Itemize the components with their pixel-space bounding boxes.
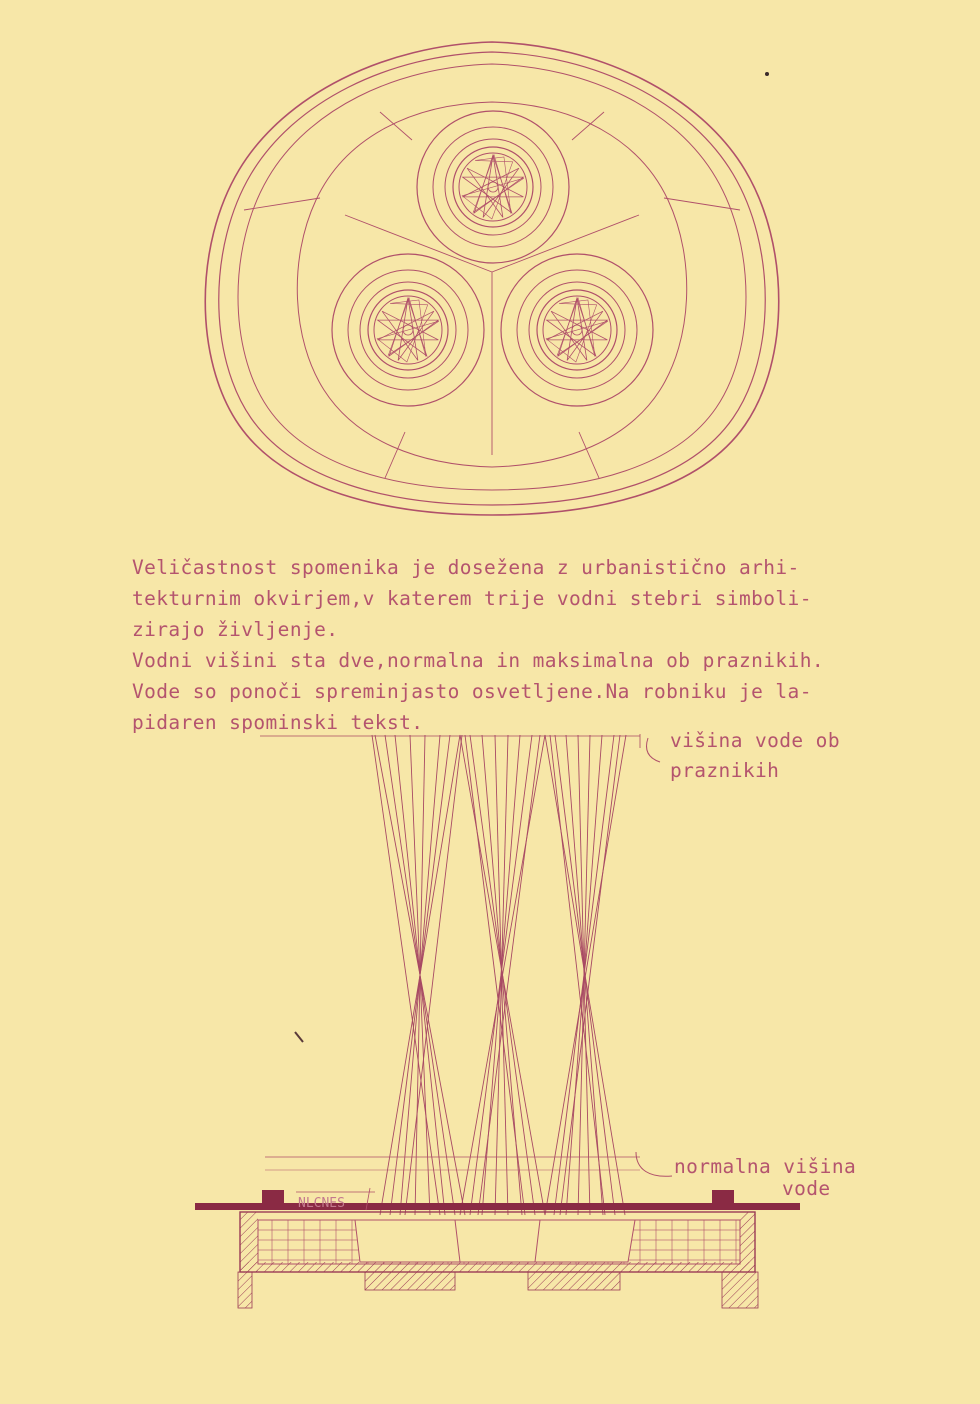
ink-dot <box>765 72 769 76</box>
basin-inscription: NLCNES <box>298 1196 345 1211</box>
description-line-2: tekturnim okvirjem,v katerem trije vodni stebri simboli- <box>132 587 812 610</box>
holiday-level-label-1: višina vode ob <box>670 729 840 752</box>
description-line-3: zirajo življenje. <box>132 618 339 641</box>
description-line-5: Vode so ponoči spreminjasto osvetljene.Na robniku je la- <box>132 680 812 703</box>
water-columns <box>260 734 640 1215</box>
description-line-6: pidaren spominski tekst. <box>132 711 424 734</box>
holiday-level-label-2: praznikih <box>670 759 780 782</box>
description-line-4: Vodni višini sta dve,normalna in maksimalna ob praznikih. <box>132 649 824 672</box>
description-paragraph <box>132 552 852 738</box>
normal-level-label-2: vode <box>782 1177 831 1200</box>
description-line-1: Veličastnost spomenika je dosežena z urbanistično arhi- <box>132 556 800 579</box>
basin-section <box>195 1188 800 1308</box>
normal-level-label-1: normalna višina <box>674 1155 857 1178</box>
plan-view <box>205 42 779 515</box>
